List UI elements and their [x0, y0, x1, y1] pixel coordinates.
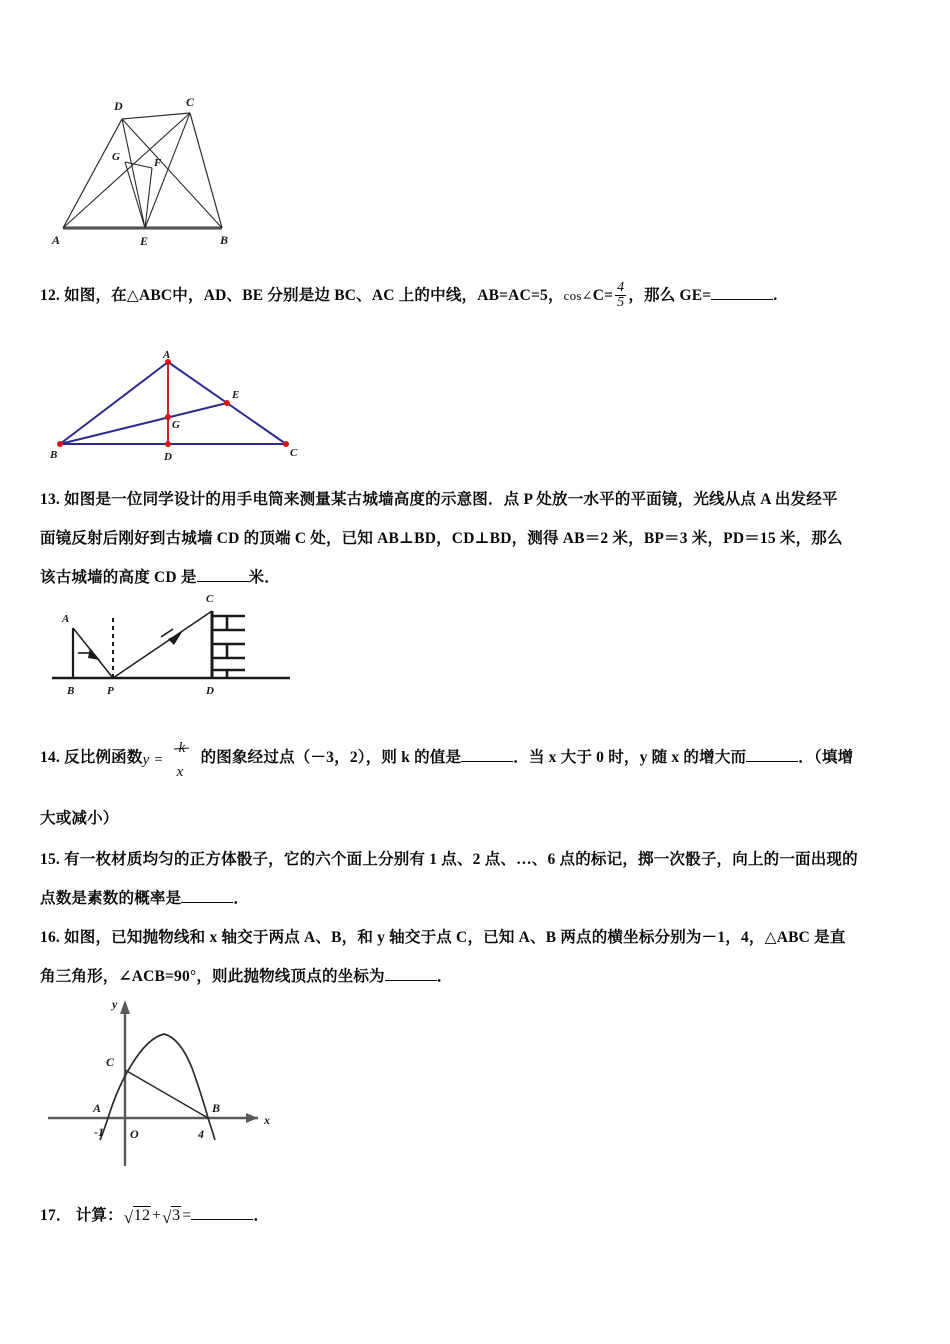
question-17-line-1: [40, 1196, 540, 1235]
fig-label-A: A: [163, 349, 171, 361]
question-16-line-1: [40, 918, 940, 957]
figure-quadrilateral-abcd: [30, 88, 270, 258]
question-13-text-line3b: 米．: [248, 569, 280, 586]
function-k: k: [178, 740, 186, 757]
figure-parabola-graph: [40, 988, 290, 1173]
question-13-line-2: [40, 519, 930, 558]
question-17-text-line1a: 计算：: [75, 1207, 123, 1224]
question-15-number: 15.: [40, 851, 60, 868]
fig-label-C: C: [186, 95, 195, 109]
question-12-line1a: 如图，在△ABC中，AD、BE 分别是边 BC、AC 上的中线，AB=AC=5，: [64, 287, 564, 304]
answer-blank-q12[interactable]: [711, 299, 773, 300]
sqrt-3-radicand: 3: [172, 1207, 181, 1224]
question-16-text-line1: 如图，已知抛物线和 x 轴交于两点 A、B，和 y 轴交于点 C，已知 A、B 两点的横坐标分别为－1，4，△ABC 是直: [64, 929, 846, 946]
tick-label-4: 4: [198, 1127, 204, 1141]
fig-label-B: B: [67, 685, 75, 697]
question-14-text-line2: 大或减小）: [40, 810, 119, 827]
fig-label-D: D: [164, 451, 172, 463]
function-x: x: [176, 764, 184, 781]
sqrt-3: [162, 1196, 181, 1235]
tick-label-origin: O: [130, 1127, 139, 1141]
point-B: [57, 441, 63, 447]
fig-label-C: C: [106, 1055, 115, 1069]
question-16-text-line2a: 角三角形，∠ACB=90°，则此抛物线顶点的坐标为: [40, 968, 385, 985]
question-14-number: 14.: [40, 749, 60, 766]
answer-blank-q14-trend[interactable]: [746, 761, 798, 762]
question-13-number: 13.: [40, 491, 60, 508]
question-14-text-line1a: 反比例函数: [64, 749, 143, 766]
fig-label-B: B: [220, 233, 229, 247]
answer-blank-q17[interactable]: [191, 1219, 253, 1220]
fig-label-G: G: [112, 151, 120, 163]
axis-label-y: y: [112, 997, 118, 1011]
question-12-number: 12.: [40, 287, 60, 304]
fraction-denominator: 5: [617, 294, 625, 310]
fig-label-E: E: [232, 389, 240, 401]
question-12-tail: .: [773, 287, 778, 304]
question-17-number: 17．: [40, 1207, 72, 1224]
equals-operator: =: [182, 1207, 192, 1224]
cos-label: cos: [563, 288, 582, 303]
question-12-line1b: ，那么 GE=: [628, 287, 712, 304]
function-y-equals: y =: [142, 752, 164, 769]
fraction-numerator: 4: [617, 279, 625, 295]
sqrt-12: [124, 1196, 151, 1235]
fig-label-C: C: [290, 447, 298, 459]
fig-label-C: C: [206, 593, 214, 605]
fig-label-D: D: [114, 99, 123, 113]
tick-label-neg-1: -1: [94, 1125, 104, 1139]
fig-label-P: P: [107, 685, 114, 697]
question-13-line-1: [40, 480, 930, 519]
point-E: [224, 400, 230, 406]
angle-symbol: ∠: [581, 288, 593, 303]
question-15-line-1: [40, 840, 940, 879]
radical-sign-icon-2: √: [162, 1208, 172, 1227]
question-16-number: 16.: [40, 929, 60, 946]
fig-label-G: G: [172, 419, 180, 431]
question-12-text: [40, 276, 920, 315]
fig-label-E: E: [140, 234, 149, 248]
fig-label-F: F: [154, 157, 162, 169]
figure-triangle-abc-medians: [50, 348, 310, 466]
fig-label-A: A: [62, 613, 70, 625]
plus-operator: +: [152, 1207, 162, 1224]
axis-label-x: x: [264, 1113, 270, 1127]
question-17-tail: ．: [253, 1207, 270, 1224]
answer-blank-q15[interactable]: [181, 902, 233, 903]
radical-sign-icon: √: [123, 1208, 134, 1227]
question-14-text-line1d: ．（填增: [798, 749, 854, 766]
question-14-text-line1c: ．当 x 大于 0 时，y 随 x 的增大而: [513, 749, 747, 766]
fig-label-A: A: [93, 1101, 102, 1115]
point-D: [165, 441, 171, 447]
answer-blank-q14-k[interactable]: [461, 761, 513, 762]
answer-blank-q16[interactable]: [385, 980, 437, 981]
question-14-line-2: [40, 799, 930, 838]
fig-label-B: B: [50, 449, 58, 461]
question-15-line-2: [40, 879, 930, 918]
point-G: [165, 414, 171, 420]
angle-vertex-label: C=: [592, 287, 614, 304]
question-13-text-line2: 面镜反射后刚好到古城墙 CD 的顶端 C 处，已知 AB⊥BD，CD⊥BD，测得 AB＝2 米，BP＝3 米，PD＝15 米，那么: [40, 530, 843, 547]
question-14-line-1: [40, 738, 940, 781]
point-C: [283, 441, 289, 447]
question-15-text-line1: 有一枚材质均匀的正方体骰子，它的六个面上分别有 1 点、2 点、…、6 点的标记，掷一次骰子，向上的一面出现的: [64, 851, 858, 868]
inverse-proportional-function-expression: [142, 740, 201, 781]
sqrt-12-radicand: 12: [133, 1207, 151, 1224]
cosine-fraction: [615, 281, 626, 311]
question-14-text-line1b: 的图象经过点（－3，2），则 k 的值是: [200, 749, 462, 766]
fig-label-B: B: [212, 1101, 221, 1115]
question-15-text-line2b: ．: [233, 890, 250, 907]
question-13-text-line1: 如图是一位同学设计的用手电筒来测量某古城墙高度的示意图．点 P 处放一水平的平面镜，光线从点 A 出发经平: [64, 491, 838, 508]
figure-mirror-wall-measurement: [40, 580, 310, 700]
question-16-text-line2b: ．: [436, 968, 453, 985]
question-15-text-line2a: 点数是素数的概率是: [40, 890, 182, 907]
question-13-text-line3a: 该古城墙的高度 CD 是: [40, 569, 197, 586]
fig-label-A: A: [52, 233, 61, 247]
fig-label-D: D: [206, 685, 214, 697]
